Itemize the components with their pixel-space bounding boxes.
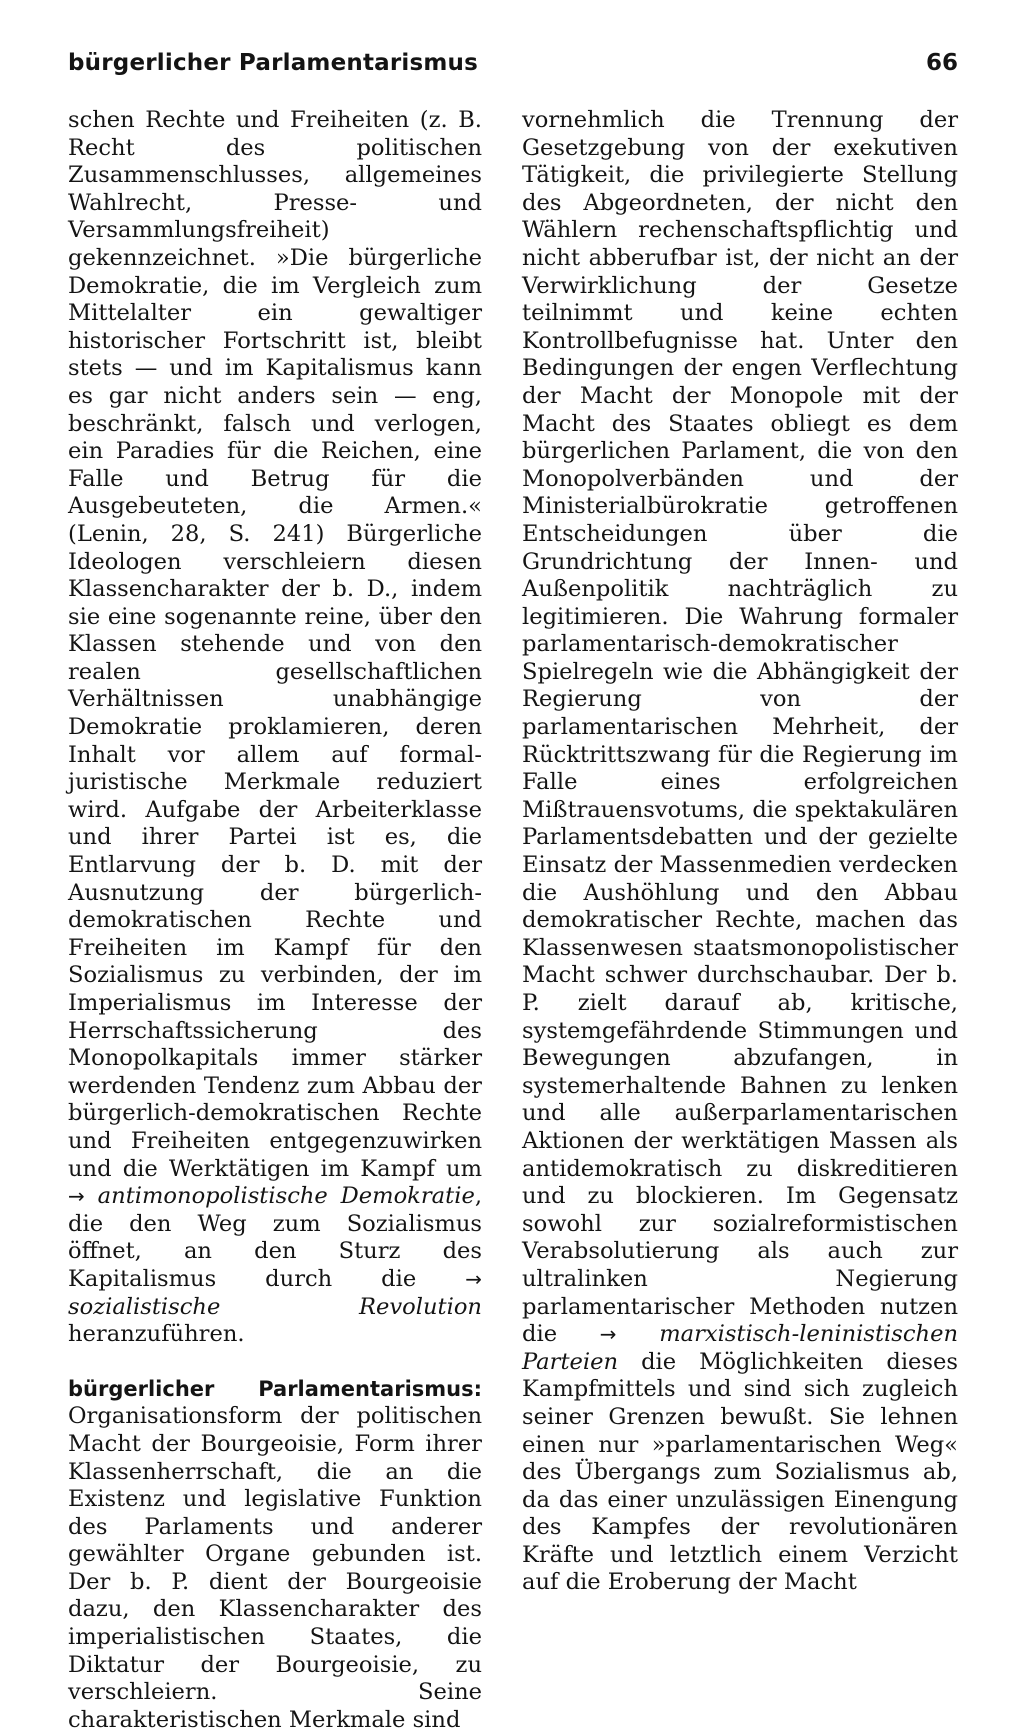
cross-reference: antimonopolistische Demokratie xyxy=(97,1183,475,1210)
running-head: bürgerlicher Parlamentarismus xyxy=(68,50,479,76)
cross-reference-arrow-icon: → xyxy=(68,1184,85,1209)
paragraph-text: vornehmlich die Trennung der Gesetzgebung von der exekutiven Tätigkeit, die privilegierte Stellung des Abgeordneten, der nicht den Wählern rechenschaftspflichtig und nicht abberufbar ist, der nicht an der Verwirklichung der Gesetze teilnimmt und keine echten Kontrollbefugnisse hat. Unter den Bedingungen der engen Verflechtung der Macht der Monopole mit der Macht des Staates obliegt es dem bürgerlichen Parlament, die von den Monopolverbänden und der Ministerialbürokratie getroffenen Entscheidungen über die Grundrichtung der Innen- und Außenpolitik nachträglich zu legitimieren. Die Wahrung formaler parlamentarisch-demokratischer Spielregeln wie die Abhängigkeit der Regierung von der parlamentarischen Mehrheit, der Rücktrittszwang für die Regierung im Falle eines erfolgreichen Mißtrauensvotums, die spektakulären Parlamentsdebatten und der gezielte Einsatz der Massenmedien verdecken die Aushöhlung und den Abbau demokratischer Rechte, machen das Klassenwesen staatsmonopolistischer Macht schwer durchschaubar. Der b. P. zielt darauf ab, kritische, systemgefährdende Stimmungen und Bewegungen abzufangen, in systemerhaltende Bahnen zu lenken und alle außerparlamentarischen Aktionen der werktätigen Massen als antidemokratisch zu diskreditieren und zu blockieren. Im Gegensatz sowohl zur sozialreformistischen Verabsolutierung als auch zur ultralinken Negierung parlamentarischer Methoden nutzen die xyxy=(522,107,958,1348)
entry-continuation-paragraph xyxy=(522,107,958,1597)
entry-definition: Organisationsform der politischen Macht der Bourgeoisie, Form ihrer Klassenherrschaft, die an die Existenz und legislative Funktion des Parlaments und anderer gewählter Organe gebunden ist. Der b. P. dient der Bourgeoisie dazu, den Klassencharakter des imperialistischen Staates, die Diktatur der Bourgeoisie, zu verschleiern. Seine charakteristischen Merkmale sind xyxy=(68,1403,482,1733)
right-column xyxy=(522,107,958,1597)
page-header xyxy=(68,50,958,86)
cross-reference-arrow-icon: → xyxy=(465,1266,482,1291)
paragraph-text: die Möglichkeiten dieses Kampfmittels und sind sich zugleich seiner Grenzen bewußt. Sie lehnen einen nur »parlamentarischen Weg« des Übergangs zum Sozialismus ab, da das einer unzulässigen Einengung des Kampfes der revolutionären Kräfte und letztlich einem Verzicht auf die Eroberung der Macht xyxy=(522,1348,958,1596)
cross-reference: sozialistische Revolution xyxy=(68,1293,482,1320)
entry-continuation-paragraph xyxy=(68,107,482,1349)
cross-reference: marxistisch-leninistischen Parteien xyxy=(522,1321,959,1375)
entry-divider xyxy=(68,1349,482,1376)
page-number: 66 xyxy=(925,50,958,76)
paragraph-text: heranzuführen. xyxy=(68,1321,245,1348)
entry-term: bürgerlicher Parlamentarismus: xyxy=(68,1376,482,1401)
paragraph-text: schen Rechte und Freiheiten (z. B. Recht des politischen Zusammenschlusses, allgemeines Wahlrecht, Presse- und Versammlungsfreiheit) gekennzeichnet. »Die bürgerliche Demokratie, die im Vergleich zum Mittelalter ein gewaltiger historischer Fortschritt ist, bleibt stets — und im Kapitalismus kann es gar nicht anders sein — eng, beschränkt, falsch und verlogen, ein Paradies für die Reichen, eine Falle und Betrug für die Ausgebeuteten, die Armen.« (Lenin, 28, S. 241) Bürgerliche Ideologen verschleiern diesen Klassencharakter der b. D., indem sie eine sogenannte reine, über den Klassen stehende und von den realen gesellschaftlichen Verhältnissen unabhängige Demokratie proklamieren, deren Inhalt vor allem auf formal-juristische Merkmale reduziert wird. Aufgabe der Arbeiterklasse und ihrer Partei ist es, die Entlarvung der b. D. mit der Ausnutzung der bürgerlich-demokratischen Rechte und Freiheiten im Kampf für den Sozialismus zu verbinden, der im Imperialismus im Interesse der Herrschaftssicherung des Monopolkapitals immer stärker werdenden Tendenz zum Abbau der bürgerlich-demokratischen Rechte und Freiheiten entgegenzuwirken und die Werktätigen im Kampf um xyxy=(68,107,482,1182)
cross-reference-arrow-icon: → xyxy=(599,1322,617,1347)
paragraph-text: , die den Weg zum Sozialismus öffnet, an den Sturz des Kapitalismus durch die xyxy=(68,1183,482,1292)
left-column xyxy=(68,107,482,1734)
dictionary-entry xyxy=(68,1376,482,1734)
